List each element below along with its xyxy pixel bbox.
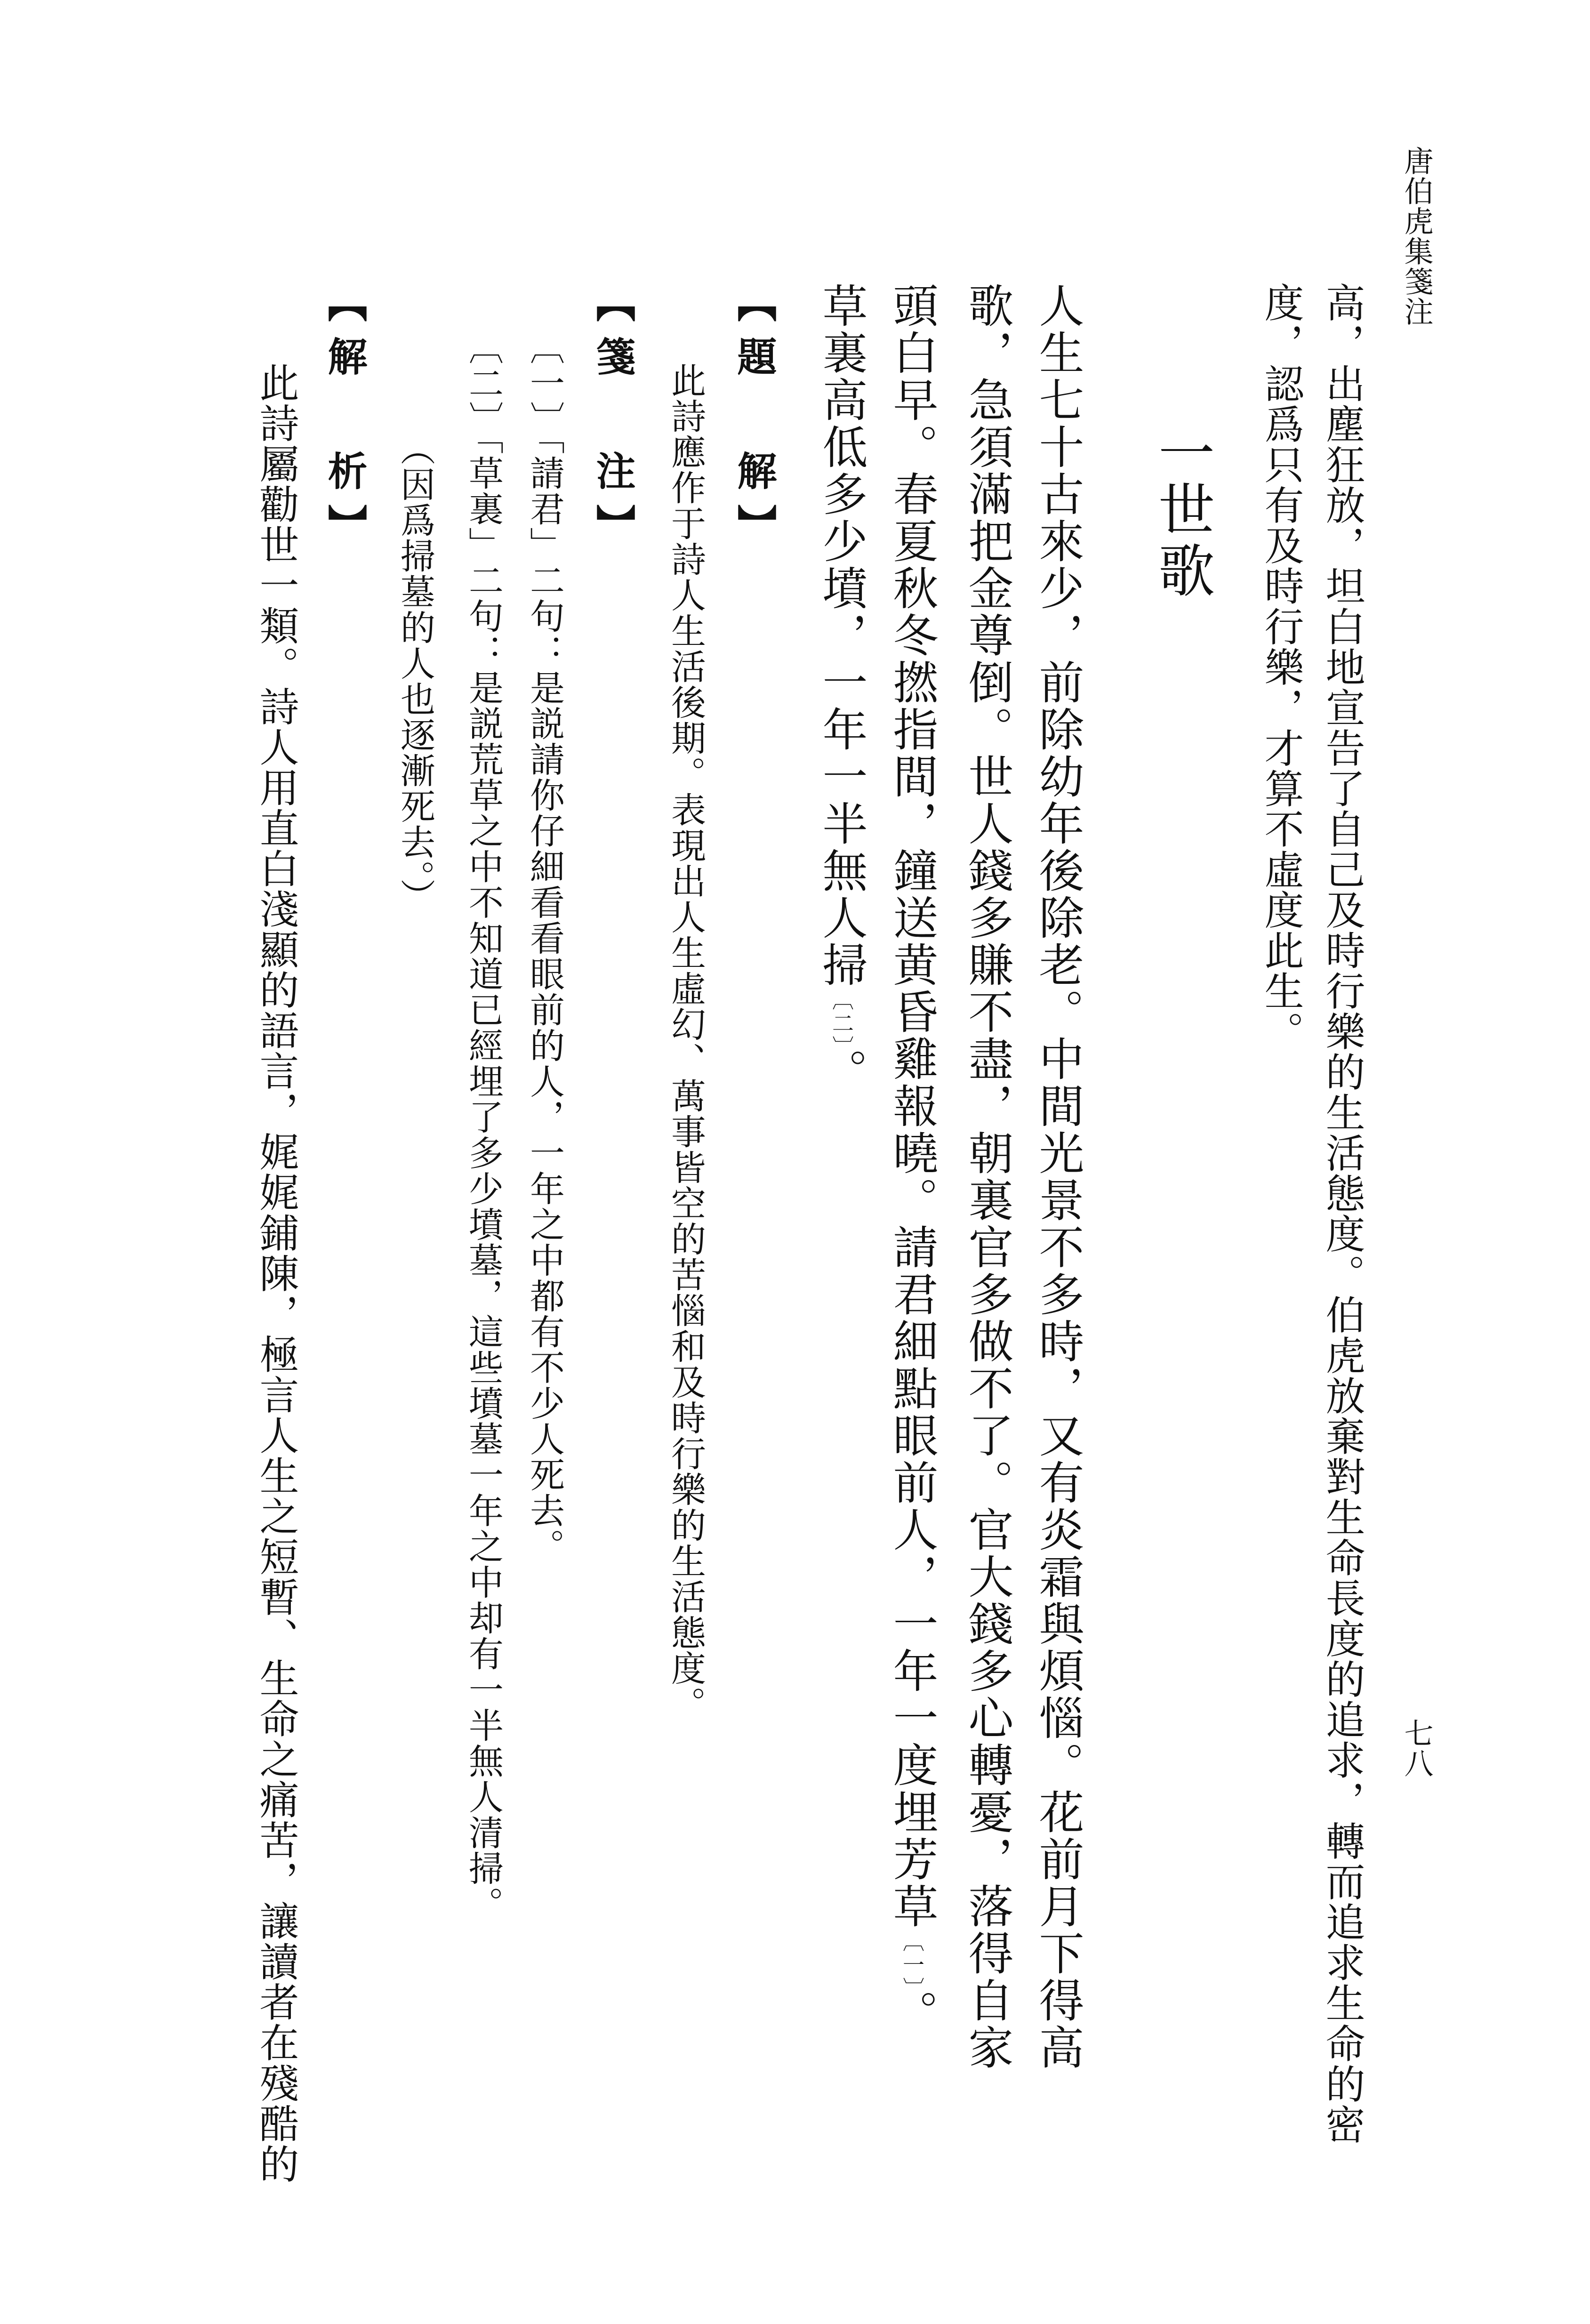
footnote-2: 〔二〕「草裏」二句：是説荒草之中不知道已經埋了多少墳墓，這些墳墓一年之中却有一半無人清掃。: [463, 330, 504, 1922]
footnote-1: 〔一〕「請君」二句：是説請你仔細看看眼前的人，一年之中都有不少人死去。: [524, 330, 565, 1564]
tijie-text: 此詩應作于詩人生活後期。表現出人生虛幻、萬事皆空的苦惱和及時行樂的生活態度。: [666, 362, 706, 1722]
poem-line-text: 草裏高低多少墳，一年一半無人掃: [815, 282, 868, 989]
poem-line: 人生七十古來少，前除幼年後除老。中間光景不多時，又有炎霜與煩惱。花前月下得高: [1032, 282, 1084, 2071]
body-text-line: 高，出塵狂放，坦白地宣告了自己及時行樂的生活態度。伯虎放棄對生命長度的追求，轉而追求生命的密: [1319, 282, 1365, 2145]
poem-line: 歌，急須滿把金尊倒。世人錢多賺不盡，朝裏官多做不了。官大錢多心轉憂，落得自家: [961, 282, 1014, 2071]
poem-title-part1: 一世: [1149, 424, 1214, 537]
poem-line: [886, 282, 939, 2037]
section-heading-jiexi: 【解 析】: [321, 282, 368, 558]
footnote-ref-1: 〔一〕: [899, 1930, 925, 1990]
jiexi-text: 此詩屬勸世一類。詩人用直白淺顯的語言，娓娓鋪陳，極言人生之短暫、生命之痛苦，讓讀者在殘酷的: [253, 362, 299, 2184]
poem-end-punct: 。: [886, 1990, 939, 2037]
footnote-ref-2: 〔二〕: [829, 989, 854, 1048]
body-text-line: 度，認爲只有及時行樂，才算不虛度此生。: [1258, 282, 1304, 1052]
poem-title-part2: 歌: [1149, 541, 1214, 598]
poem-line-text: 頭白早。春夏秋冬撚指間，鐘送黄昏雞報曉。請君細點眼前人，一年一度埋芳草: [886, 282, 939, 1930]
section-heading-jianzhu: 【箋 注】: [590, 282, 636, 558]
poem-end-punct: 。: [815, 1048, 868, 1095]
poem-title: [1149, 424, 1214, 598]
page-header-book-title: 唐伯虎集箋注: [1399, 146, 1434, 327]
section-heading-tijie: 【題 解】: [731, 282, 778, 558]
page-number: 七八: [1399, 1718, 1434, 1778]
poem-line: [815, 282, 868, 1095]
footnote-2-continued: （因爲掃墓的人也逐漸死去。）: [395, 431, 435, 914]
